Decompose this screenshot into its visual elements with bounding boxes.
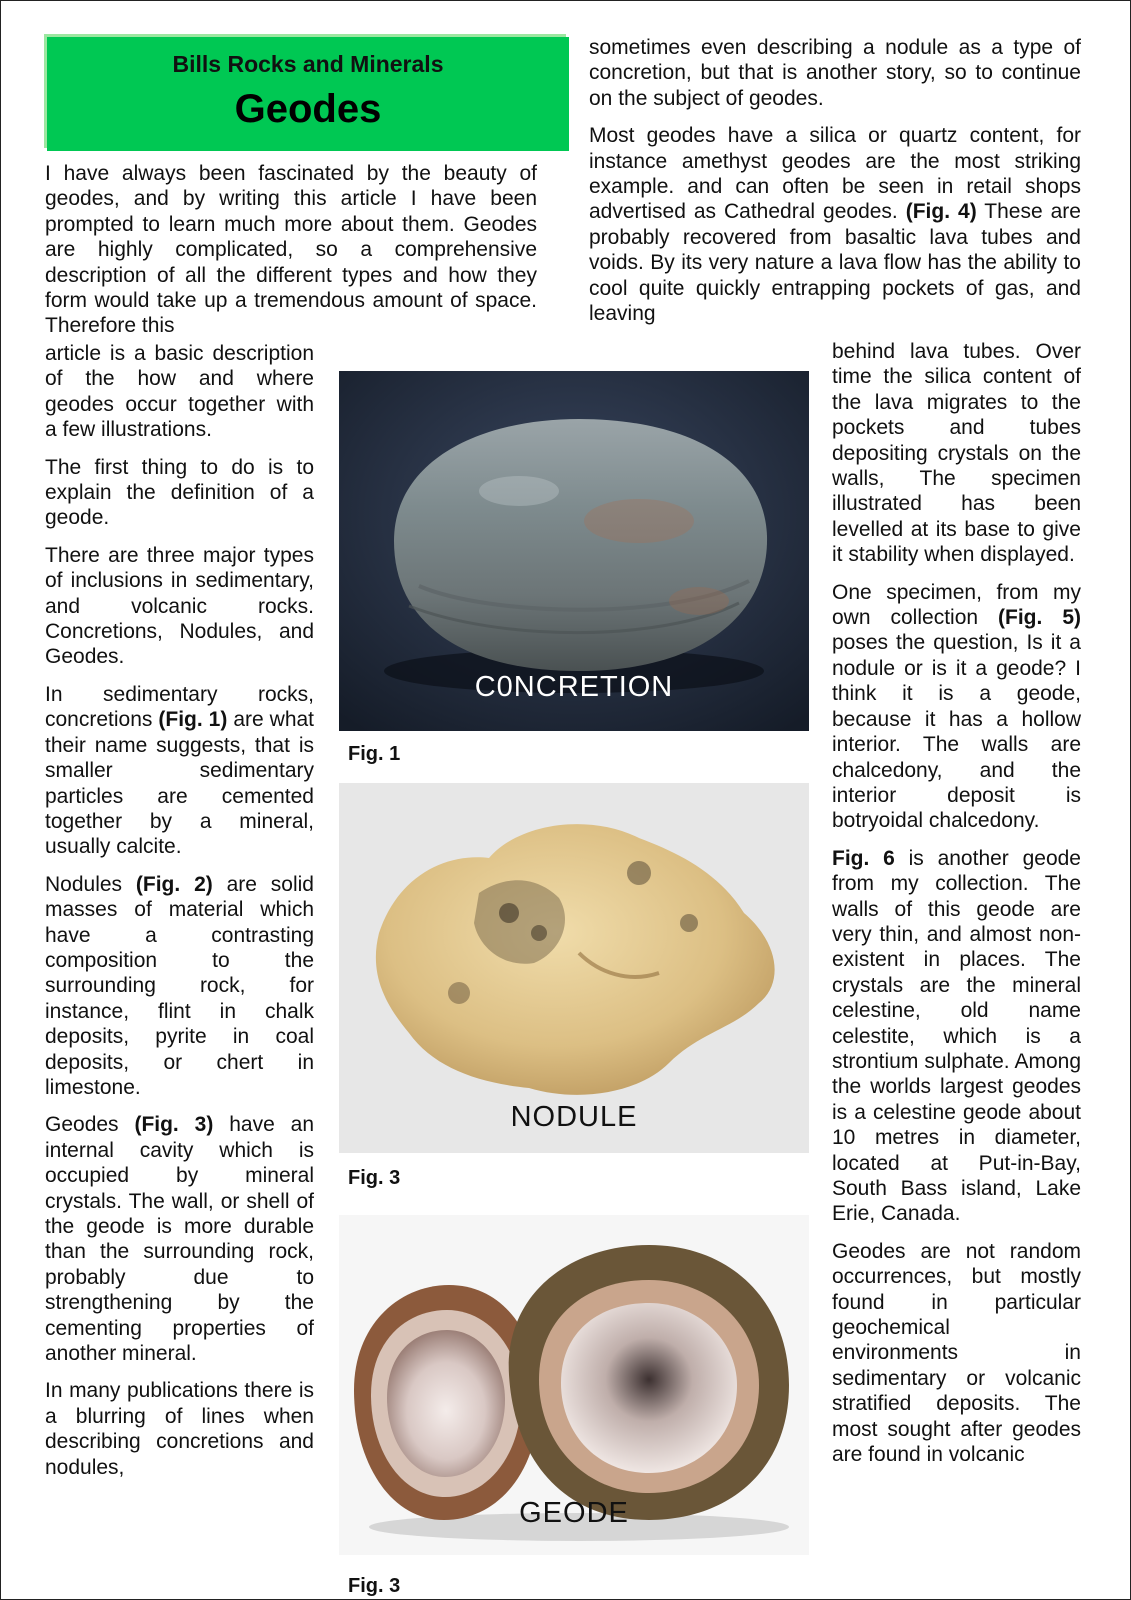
- occurrence-paragraph: Geodes are not random occurrences, but mostly found in particular geochemical environments in sedimentary or volcanic stratified deposits. The most sought after geodes are found in volcanic: [832, 1239, 1081, 1467]
- page-title: Geodes: [234, 87, 382, 131]
- fig4-reference: (Fig. 4): [905, 200, 977, 224]
- series-title: Bills Rocks and Minerals: [172, 51, 444, 77]
- fig6-reference: Fig. 6: [832, 846, 895, 870]
- publications-paragraph: In many publications there is a blurring of lines when describing concretions and nodules,: [45, 1379, 314, 1479]
- nodule-rock-illustration: [339, 783, 809, 1153]
- fig1-reference: (Fig. 1): [158, 708, 228, 732]
- figure-3-caption: GEODE: [519, 1497, 629, 1529]
- fig5-paragraph: One specimen, from my own collection (Fig. 5) poses the question, Is it a nodule or is it a geode? I think it is a geode, because it has a hollow interior. The walls are chalcedony, and the interior deposit is botryoidal chalcedony.: [832, 580, 1081, 833]
- geodes-paragraph: Geodes (Fig. 3) have an internal cavity which is occupied by mineral crystals. The wall, or shell of the geode is more durable than the surrounding rock, probably due to strengthening by the cementing properties of another mineral.: [45, 1113, 314, 1366]
- figure-2-nodule-image: [339, 783, 809, 1153]
- concretions-paragraph: In sedimentary rocks, concretions (Fig. 1) are what their name suggests, that is smaller sedimentary particles are cemented together by a mineral, usually calcite.: [45, 682, 315, 859]
- figure-1-label: Fig. 1: [348, 743, 401, 765]
- header-banner: [47, 37, 569, 151]
- types-paragraph: There are three major types of inclusions in sedimentary, and volcanic rocks. Concretions, Nodules, and Geodes.: [45, 543, 314, 669]
- figure-1-concretion-image: [339, 371, 809, 731]
- intro-paragraph-continued: article is a basic description of the how and where geodes occur together with a few illustrations.: [45, 342, 314, 442]
- right-narrow-column: [832, 339, 1081, 1479]
- lava-paragraph: behind lava tubes. Over time the silica content of the lava migrates to the pockets and tubes depositing crystals on the walls, The specimen illustrated has been levelled at its base to give it stability when displayed.: [832, 340, 1081, 567]
- intro-paragraph-top: I have always been fascinated by the beauty of geodes, and by writing this article I have been prompted to learn much more about them. Geodes are highly complicated, so a comprehensive description of all the different types and how they form would take up a tremendous amount of space. Therefore this: [45, 162, 537, 338]
- figure-1-caption: C0NCRETION: [474, 671, 674, 703]
- continuation-paragraph: sometimes even describing a nodule as a type of concretion, but that is another story, so to continue on the subject of geodes.: [589, 36, 1081, 110]
- silica-paragraph: Most geodes have a silica or quartz content, for instance amethyst geodes are the most striking example. and can often be seen in retail shops advertised as Cathedral geodes. (Fig. 4) These are probably recovered from basaltic lava tubes and voids. By its very nature a lava flow has the ability to cool quite quickly entrapping pockets of gas, and leaving: [589, 124, 1081, 326]
- definition-paragraph: The first thing to do is to explain the definition of a geode.: [45, 455, 314, 530]
- figure-3-geode-image: [339, 1215, 809, 1555]
- left-narrow-column: [45, 341, 314, 1492]
- fig5-reference: (Fig. 5): [998, 606, 1081, 630]
- figure-3-label: Fig. 3: [348, 1575, 401, 1597]
- right-column-top: [589, 35, 1081, 326]
- figure-2-label: Fig. 3: [348, 1167, 401, 1189]
- fig3-reference: (Fig. 3): [134, 1113, 214, 1137]
- figure-2-caption: NODULE: [510, 1101, 638, 1133]
- nodules-paragraph: Nodules (Fig. 2) are solid masses of material which have a contrasting composition to the surrounding rock, for instance, flint in chalk deposits, pyrite in coal deposits, or chert in limestone.: [45, 872, 314, 1099]
- fig2-reference: (Fig. 2): [135, 872, 213, 896]
- fig6-paragraph: Fig. 6 is another geode from my collection. The walls of this geode are very thin, and almost non-existent in places. The crystals are the mineral celestine, old name celestite, which is a strontium sulphate. Among the worlds largest geodes is a celestine geode about 10 metres in diameter, located at Put-in-Bay, South Bass island, Lake Erie, Canada.: [832, 846, 1081, 1226]
